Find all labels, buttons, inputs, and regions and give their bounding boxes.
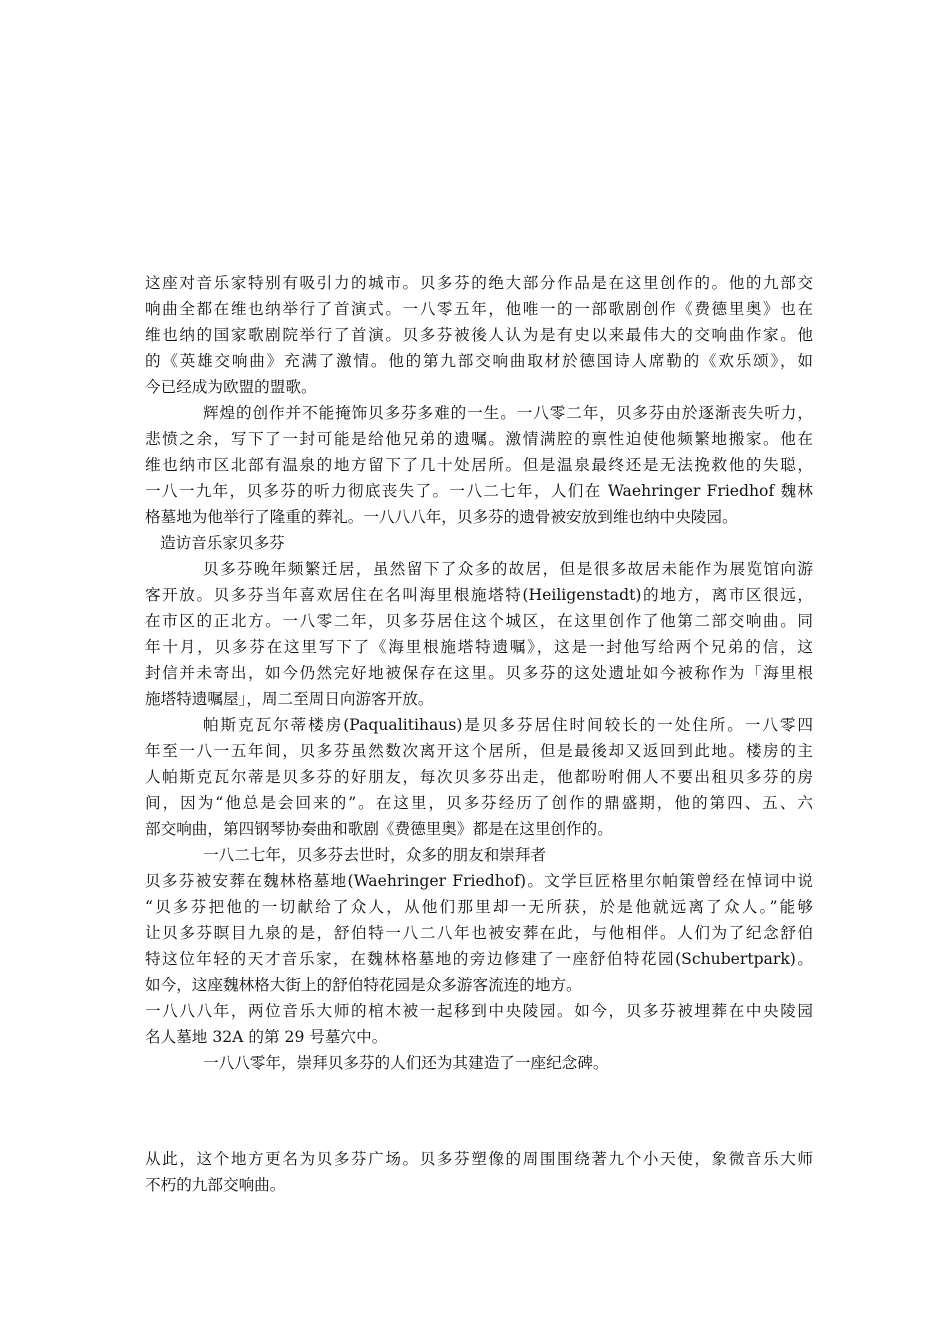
text-line: 在市区的正北方。一八零二年，贝多芬居住这个城区，在这里创作了他第二部交响曲。同	[145, 612, 813, 630]
text-line: 一八二七年，贝多芬去世时，众多的朋友和崇拜者	[203, 846, 547, 864]
text-line: 施塔特遗嘱屋」，周二至周日向游客开放。	[145, 690, 434, 708]
text-line: 名人墓地 32A 的第 29 号墓穴中。	[145, 1028, 388, 1046]
text-line: 一八八八年，两位音乐大师的棺木被一起移到中央陵园。如今，贝多芬被埋葬在中央陵园	[145, 1002, 813, 1020]
text-line: 特这位年轻的天才音乐家，在魏林格墓地的旁边修建了一座舒伯特花园(Schubertpark)。	[145, 950, 813, 968]
text-line: 悲愤之余，写下了一封可能是给他兄弟的遗嘱。激情满腔的禀性迫使他频繁地搬家。他在	[145, 430, 813, 448]
text-line: 响曲全都在维也纳举行了首演式。一八零五年，他唯一的一部歌剧创作《费德里奥》也在	[145, 300, 813, 318]
text-line: 一八一九年，贝多芬的听力彻底丧失了。一八二七年，人们在 Waehringer Friedhof 魏林	[145, 482, 813, 500]
text-line: 如今，这座魏林格大街上的舒伯特花园是众多游客流连的地方。	[145, 976, 582, 994]
text-line: 辉煌的创作并不能掩饰贝多芬多难的一生。一八零二年，贝多芬由於逐渐丧失听力，	[203, 404, 813, 422]
text-line: 客开放。贝多芬当年喜欢居住在名叫海里根施塔特(Heiligenstadt)的地方，离市区很远，	[145, 586, 813, 604]
text-line: 格墓地为他举行了隆重的葬礼。一八八八年，贝多芬的遗骨被安放到维也纳中央陵园。	[145, 508, 738, 526]
text-line: 从此，这个地方更名为贝多芬广场。贝多芬塑像的周围围绕著九个小天使，象微音乐大师	[145, 1150, 813, 1168]
text-line: 部交响曲，第四钢琴协奏曲和歌剧《费德里奥》都是在这里创作的。	[145, 820, 613, 838]
text-line: 让贝多芬瞑目九泉的是，舒伯特一八二八年也被安葬在此，与他相伴。人们为了纪念舒伯	[145, 924, 813, 942]
text-line: 贝多芬晚年频繁迁居，虽然留下了众多的故居，但是很多故居未能作为展览馆向游	[203, 560, 813, 578]
text-line: 人帕斯克瓦尔蒂是贝多芬的好朋友，每次贝多芬出走，他都吩咐佣人不要出租贝多芬的房	[145, 768, 813, 786]
text-line: 帕斯克瓦尔蒂楼房(Paqualitihaus)是贝多芬居住时间较长的一处住所。一八零四	[203, 716, 813, 734]
text-line: 贝多芬被安葬在魏林格墓地(Waehringer Friedhof)。文学巨匠格里尔帕策曾经在悼词中说	[145, 872, 813, 890]
text-line: 维也纳市区北部有温泉的地方留下了几十处居所。但是温泉最终还是无法挽救他的失聪，	[145, 456, 813, 474]
section-heading: 造访音乐家贝多芬	[160, 534, 285, 552]
text-line: 的《英雄交响曲》充满了激情。他的第九部交响曲取材於德国诗人席勒的《欢乐颂》，如	[145, 352, 813, 370]
text-line: 年十月，贝多芬在这里写下了《海里根施塔特遗嘱》，这是一封他写给两个兄弟的信，这	[145, 638, 813, 656]
text-line: 年至一八一五年间，贝多芬虽然数次离开这个居所，但是最後却又返回到此地。楼房的主	[145, 742, 813, 760]
text-line: 不朽的九部交响曲。	[145, 1176, 286, 1194]
text-line: 间，因为“他总是会回来的”。在这里，贝多芬经历了创作的鼎盛期，他的第四、五、六	[145, 794, 813, 812]
text-line: 今已经成为欧盟的盟歌。	[145, 378, 317, 396]
text-line: 封信并未寄出，如今仍然完好地被保存在这里。贝多芬的这处遗址如今被称作为「海里根	[145, 664, 813, 682]
text-line: 一八八零年，崇拜贝多芬的人们还为其建造了一座纪念碑。	[203, 1054, 609, 1072]
text-line: 维也纳的国家歌剧院举行了首演。贝多芬被後人认为是有史以来最伟大的交响曲作家。他	[145, 326, 813, 344]
text-line: “贝多芬把他的一切献给了众人，从他们那里却一无所获，於是他就远离了众人。”能够	[145, 898, 813, 916]
text-line: 这座对音乐家特别有吸引力的城市。贝多芬的绝大部分作品是在这里创作的。他的九部交	[145, 274, 813, 292]
